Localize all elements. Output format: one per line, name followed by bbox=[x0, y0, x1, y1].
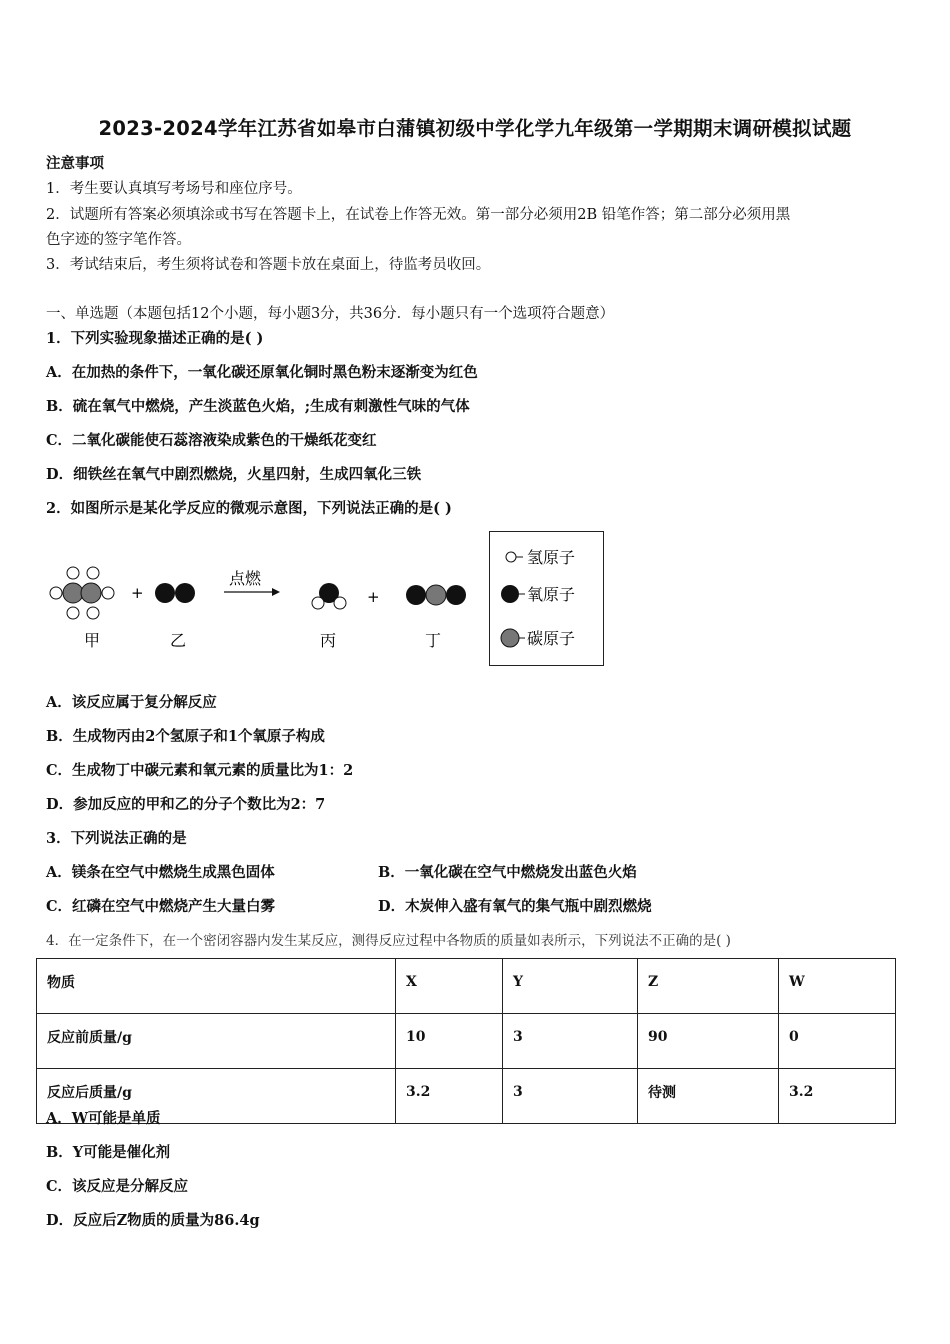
table-cell: 3 bbox=[503, 1014, 638, 1069]
table-cell: 待测 bbox=[638, 1069, 779, 1124]
plus-sign: + bbox=[131, 584, 144, 602]
q2-option-b: B．生成物丙由2个氢原子和1个氧原子构成 bbox=[46, 728, 325, 745]
question-4-stem: 4．在一定条件下，在一个密闭容器内发生某反应，测得反应过程中各物质的质量如表所示，下列说法不正确的是( ) bbox=[46, 933, 731, 949]
table-header: X bbox=[396, 959, 503, 1014]
q2-option-c: C．生成物丁中碳元素和氧元素的质量比为1：2 bbox=[46, 762, 354, 779]
table-cell: 3.2 bbox=[779, 1069, 896, 1124]
q4-option-a: A．W可能是单质 bbox=[46, 1110, 161, 1127]
label-yi: 乙 bbox=[170, 631, 187, 650]
question-2-stem: 2．如图所示是某化学反应的微观示意图，下列说法正确的是( ) bbox=[46, 500, 452, 517]
q4-option-d: D．反应后Z物质的质量为86.4g bbox=[46, 1212, 260, 1229]
table-header: 物质 bbox=[37, 959, 396, 1014]
notice-item: 1．考生要认真填写考场号和座位序号。 bbox=[46, 181, 302, 197]
q4-option-c: C．该反应是分解反应 bbox=[46, 1178, 189, 1195]
question-1-stem: 1．下列实验现象描述正确的是( ) bbox=[46, 330, 264, 347]
notice-item: 2．试题所有答案必须填涂或书写在答题卡上，在试卷上作答无效。第一部分必须用2B 铅笔作答；第二部分必须用黑 bbox=[46, 207, 791, 223]
q3-option-a: A．镁条在空气中燃烧生成黑色固体 bbox=[46, 864, 275, 881]
label-ding: 丁 bbox=[425, 631, 442, 650]
q1-option-c: C．二氧化碳能使石蕊溶液染成紫色的干燥纸花变红 bbox=[46, 432, 377, 449]
q3-option-d: D．木炭伸入盛有氧气的集气瓶中剧烈燃烧 bbox=[378, 898, 652, 915]
table-header: Z bbox=[638, 959, 779, 1014]
reaction-diagram bbox=[0, 520, 480, 660]
label-jia: 甲 bbox=[84, 631, 101, 650]
q3-option-c: C．红磷在空气中燃烧产生大量白雾 bbox=[46, 898, 276, 915]
section-heading: 一、单选题（本题包括12个小题，每小题3分，共36分．每小题只有一个选项符合题意） bbox=[46, 306, 615, 322]
table-cell: 0 bbox=[779, 1014, 896, 1069]
q1-option-a: A．在加热的条件下，一氧化碳还原氧化铜时黑色粉末逐渐变为红色 bbox=[46, 364, 478, 381]
molecule-bing bbox=[312, 583, 346, 609]
atom-legend bbox=[489, 531, 604, 666]
q3-option-b: B．一氧化碳在空气中燃烧发出蓝色火焰 bbox=[378, 864, 637, 881]
legend-carbon: 碳原子 bbox=[527, 629, 576, 648]
q1-option-b: B．硫在氧气中燃烧，产生淡蓝色火焰，;生成有刺激性气味的气体 bbox=[46, 398, 470, 415]
q1-option-d: D．细铁丝在氧气中剧烈燃烧，火星四射，生成四氧化三铁 bbox=[46, 466, 422, 483]
legend-hydrogen: 氢原子 bbox=[527, 548, 576, 567]
table-header-row bbox=[37, 959, 896, 1014]
table-cell: 3.2 bbox=[396, 1069, 503, 1124]
table-cell: 10 bbox=[396, 1014, 503, 1069]
notice-item: 色字迹的签字笔作答。 bbox=[46, 232, 191, 248]
table-row bbox=[37, 1014, 896, 1069]
table-cell: 3 bbox=[503, 1069, 638, 1124]
molecule-ding bbox=[406, 585, 466, 605]
table-header: Y bbox=[503, 959, 638, 1014]
q2-option-a: A．该反应属于复分解反应 bbox=[46, 694, 217, 711]
q4-option-b: B．Y可能是催化剂 bbox=[46, 1144, 171, 1161]
molecule-jia bbox=[50, 567, 114, 619]
page-title: 2023-2024学年江苏省如皋市白蒲镇初级中学化学九年级第一学期期末调研模拟试题 bbox=[98, 117, 852, 140]
notice-item: 3．考试结束后，考生须将试卷和答题卡放在桌面上，待监考员收回。 bbox=[46, 257, 491, 273]
table-row bbox=[37, 1069, 896, 1124]
legend-oxygen: 氧原子 bbox=[527, 585, 576, 604]
q2-option-d: D．参加反应的甲和乙的分子个数比为2：7 bbox=[46, 796, 326, 813]
table-cell: 反应后质量/g bbox=[37, 1069, 396, 1124]
notice-heading: 注意事项 bbox=[46, 155, 104, 172]
label-bing: 丙 bbox=[320, 631, 337, 650]
plus-sign: + bbox=[367, 588, 380, 606]
question-3-stem: 3．下列说法正确的是 bbox=[46, 830, 187, 847]
table-cell: 90 bbox=[638, 1014, 779, 1069]
table-cell: 反应前质量/g bbox=[37, 1014, 396, 1069]
molecule-yi bbox=[155, 583, 195, 603]
mass-table bbox=[36, 958, 896, 1124]
table-header: W bbox=[779, 959, 896, 1014]
reaction-condition: 点燃 bbox=[229, 569, 262, 588]
